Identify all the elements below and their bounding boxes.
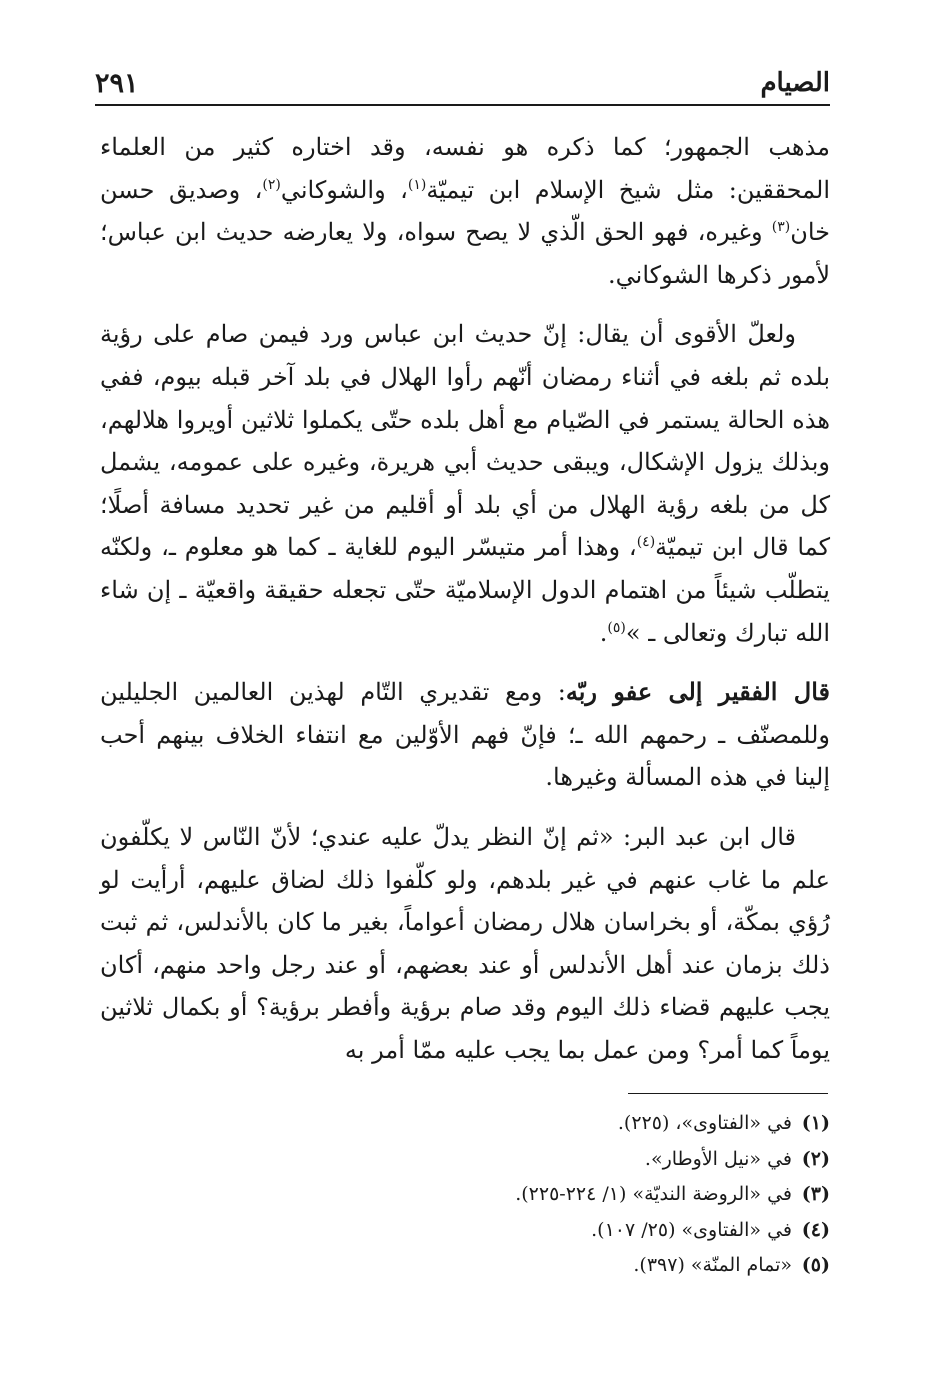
footnote-number: (٣) [801,1183,830,1206]
footnote [300,1142,830,1178]
footnote-separator [628,1093,828,1094]
paragraph [100,126,830,296]
footnote-reference[interactable]: (٥) [607,619,626,636]
page-header [95,64,830,102]
footnote-number: (١) [801,1112,830,1134]
footnote-reference[interactable]: (٢) [262,176,281,193]
footnote-text: في «نيل الأوطار». [644,1147,792,1170]
footnote-number: (٥) [801,1254,830,1277]
text-run: ، وصديق حسن خان [100,175,830,247]
footnote [300,1213,830,1249]
footnotes [300,1106,830,1284]
bold-lead: قال الفقير إلى عفو ربّه [565,677,830,707]
footnote [300,1106,830,1142]
text-run: وغيره، فهو الحق الّذي لا يصح سواه، ولا يعارضه حديث ابن عباس؛ لأمور ذكرها الشوكاني. [100,218,830,289]
footnote-text: في «الفتاوى»، (٢٢٥). [617,1112,792,1134]
footnote-text: «تمام المنّة» (٣٩٧). [633,1254,792,1277]
footnote-text: في «الفتاوى» (٢٥/ ١٠٧). [591,1218,792,1241]
paragraph [100,671,830,799]
footnote [300,1177,830,1213]
text-run: ولعلّ الأقوى أن يقال: إنّ حديث ابن عباس ورد فيمن صام على رؤية بلده ثم بلغه في أثناء رمضان أنّهم رأوا الهلال في بلد آخر قبله بيوم، ففي هذه الحالة يستمر في الصّيام مع أهل بلده حتّى يكملوا ثلاثين أويروا هلالهم، وبذلك يزول الإشكال، ويبقى حديث أبي هريرة، وغيره على عمومه، يشمل كل من بلغه رؤية الهلال من أي بلد أو أقليم من غير تحديد مسافة أصلًا؛ كما قال ابن تيميّة [100,320,830,562]
footnote-number: (٤) [801,1218,830,1241]
footnote [300,1248,830,1284]
paragraph [100,816,830,1072]
text-run: قال ابن عبد البر: «ثم إنّ النظر يدلّ عليه عندي؛ لأنّ النّاس لا يكلّفون علم ما غاب عنهم في غير بلدهم، ولو كلّفوا ذلك لضاق عليهم، أرأيت لو رُؤي بمكّة، أو بخراسان هلال رمضان أعواماً، بغير ما كان بالأندلس، ثم ثبت ذلك بزمان عند أهل الأندلس أو عند بعضهم، أو عند رجل واحد منهم، أكان يجب عليهم قضاء ذلك اليوم وقد صام برؤية وأفطر برؤية؟ أو بكمال ثلاثين يوماً كما أمر؟ ومن عمل بما يجب عليه ممّا أمر به [100,822,830,1064]
text-run: ، والشوكاني [280,175,408,204]
text-run: ، وهذا أمر متيسّر اليوم للغاية ـ كما هو معلوم ـ، ولكنّه يتطلّب شيئاً من اهتمام الدول الإسلاميّة حتّى تجعله حقيقة واقعيّة ـ إن شاء الله تبارك وتعالى ـ » [100,533,830,647]
paragraph [100,313,830,654]
running-title: الصيام [760,68,830,98]
main-text [100,126,830,1071]
footnote-number: (٢) [801,1147,830,1170]
footnote-reference[interactable]: (٣) [771,219,791,236]
header-rule [95,104,830,106]
text-run: : ومع تقديري التّام لهذين العالمين الجليلين وللمصنّف ـ رحمهم الله ـ؛ فإنّ فهم الأوّلين مع انتفاء الخلاف بينهم أحب إلينا في هذه المسألة وغيرها. [100,678,830,792]
footnote-reference[interactable]: (٤) [636,534,656,551]
text-run: مذهب الجمهور؛ كما ذكره هو نفسه، وقد اختاره كثير من العلماء المحققين: مثل شيخ الإسلام ابن تيميّة [100,133,830,204]
footnote-reference[interactable]: (١) [407,176,427,193]
text-run: . [599,618,608,647]
footnote-text: في «الروضة النديّة» (١/ ٢٢٤-٢٢٥). [515,1183,792,1206]
page-number: ٢٩١ [95,67,139,99]
